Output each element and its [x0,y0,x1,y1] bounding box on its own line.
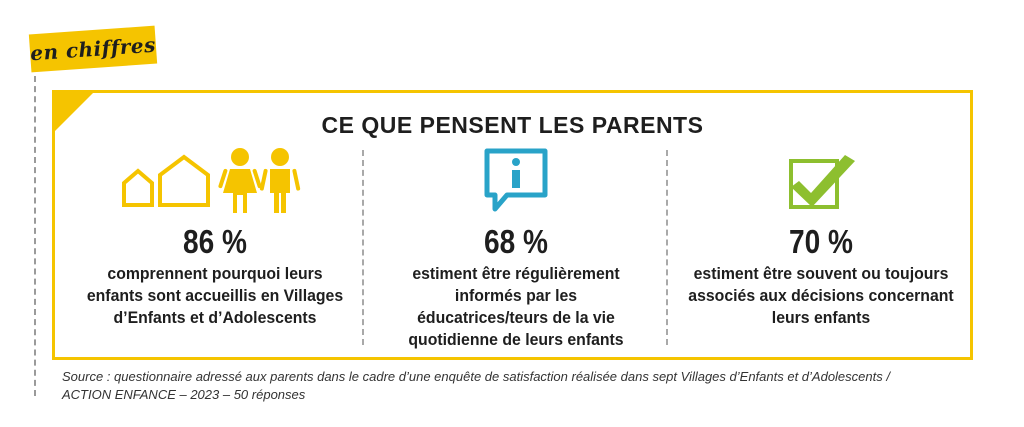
left-dashed-rule [34,76,36,396]
description-line: informés par les [454,286,578,305]
checkmark-icon [672,145,970,217]
stat-column-2 [368,145,664,351]
stat-description [80,263,350,329]
description-line: estiment être régulièrement [412,264,620,283]
source-line: ACTION ENFANCE – 2023 – 50 réponses [62,387,306,402]
description-line: éducatrices/teurs de la vie [417,308,615,327]
en-chiffres-tag [29,26,157,73]
stat-value: 68 % [484,223,548,260]
houses-children-icon [70,145,360,217]
stat-description [682,263,959,329]
description-line: leurs enfants [771,308,871,327]
description-line: d’Enfants et d’Adolescents [113,308,317,327]
description-line: enfants sont accueillis en Villages [86,286,344,305]
description-line: comprennent pourquoi leurs [107,264,323,283]
source-line: Source : questionnaire adressé aux parents dans le cadre d’une enquête de satisfaction réalisée dans sept Villages d’Enfants et d’Adolescents / [62,369,890,384]
description-line: associés aux décisions concernant [688,286,954,305]
stat-column-1 [70,145,360,329]
tag-label: en chiffres [29,32,157,66]
info-speech-bubble-icon [368,145,664,217]
column-divider [362,150,364,345]
stat-description [378,263,653,351]
stat-column-3 [672,145,970,329]
description-line: quotidienne de leurs enfants [408,330,624,349]
section-title: CE QUE PENSENT LES PARENTS [321,112,704,138]
stat-value: 70 % [789,223,853,260]
stat-value: 86 % [183,223,247,260]
description-line: estiment être souvent ou toujours [693,264,949,283]
source-note [62,368,890,404]
column-divider [666,150,668,345]
